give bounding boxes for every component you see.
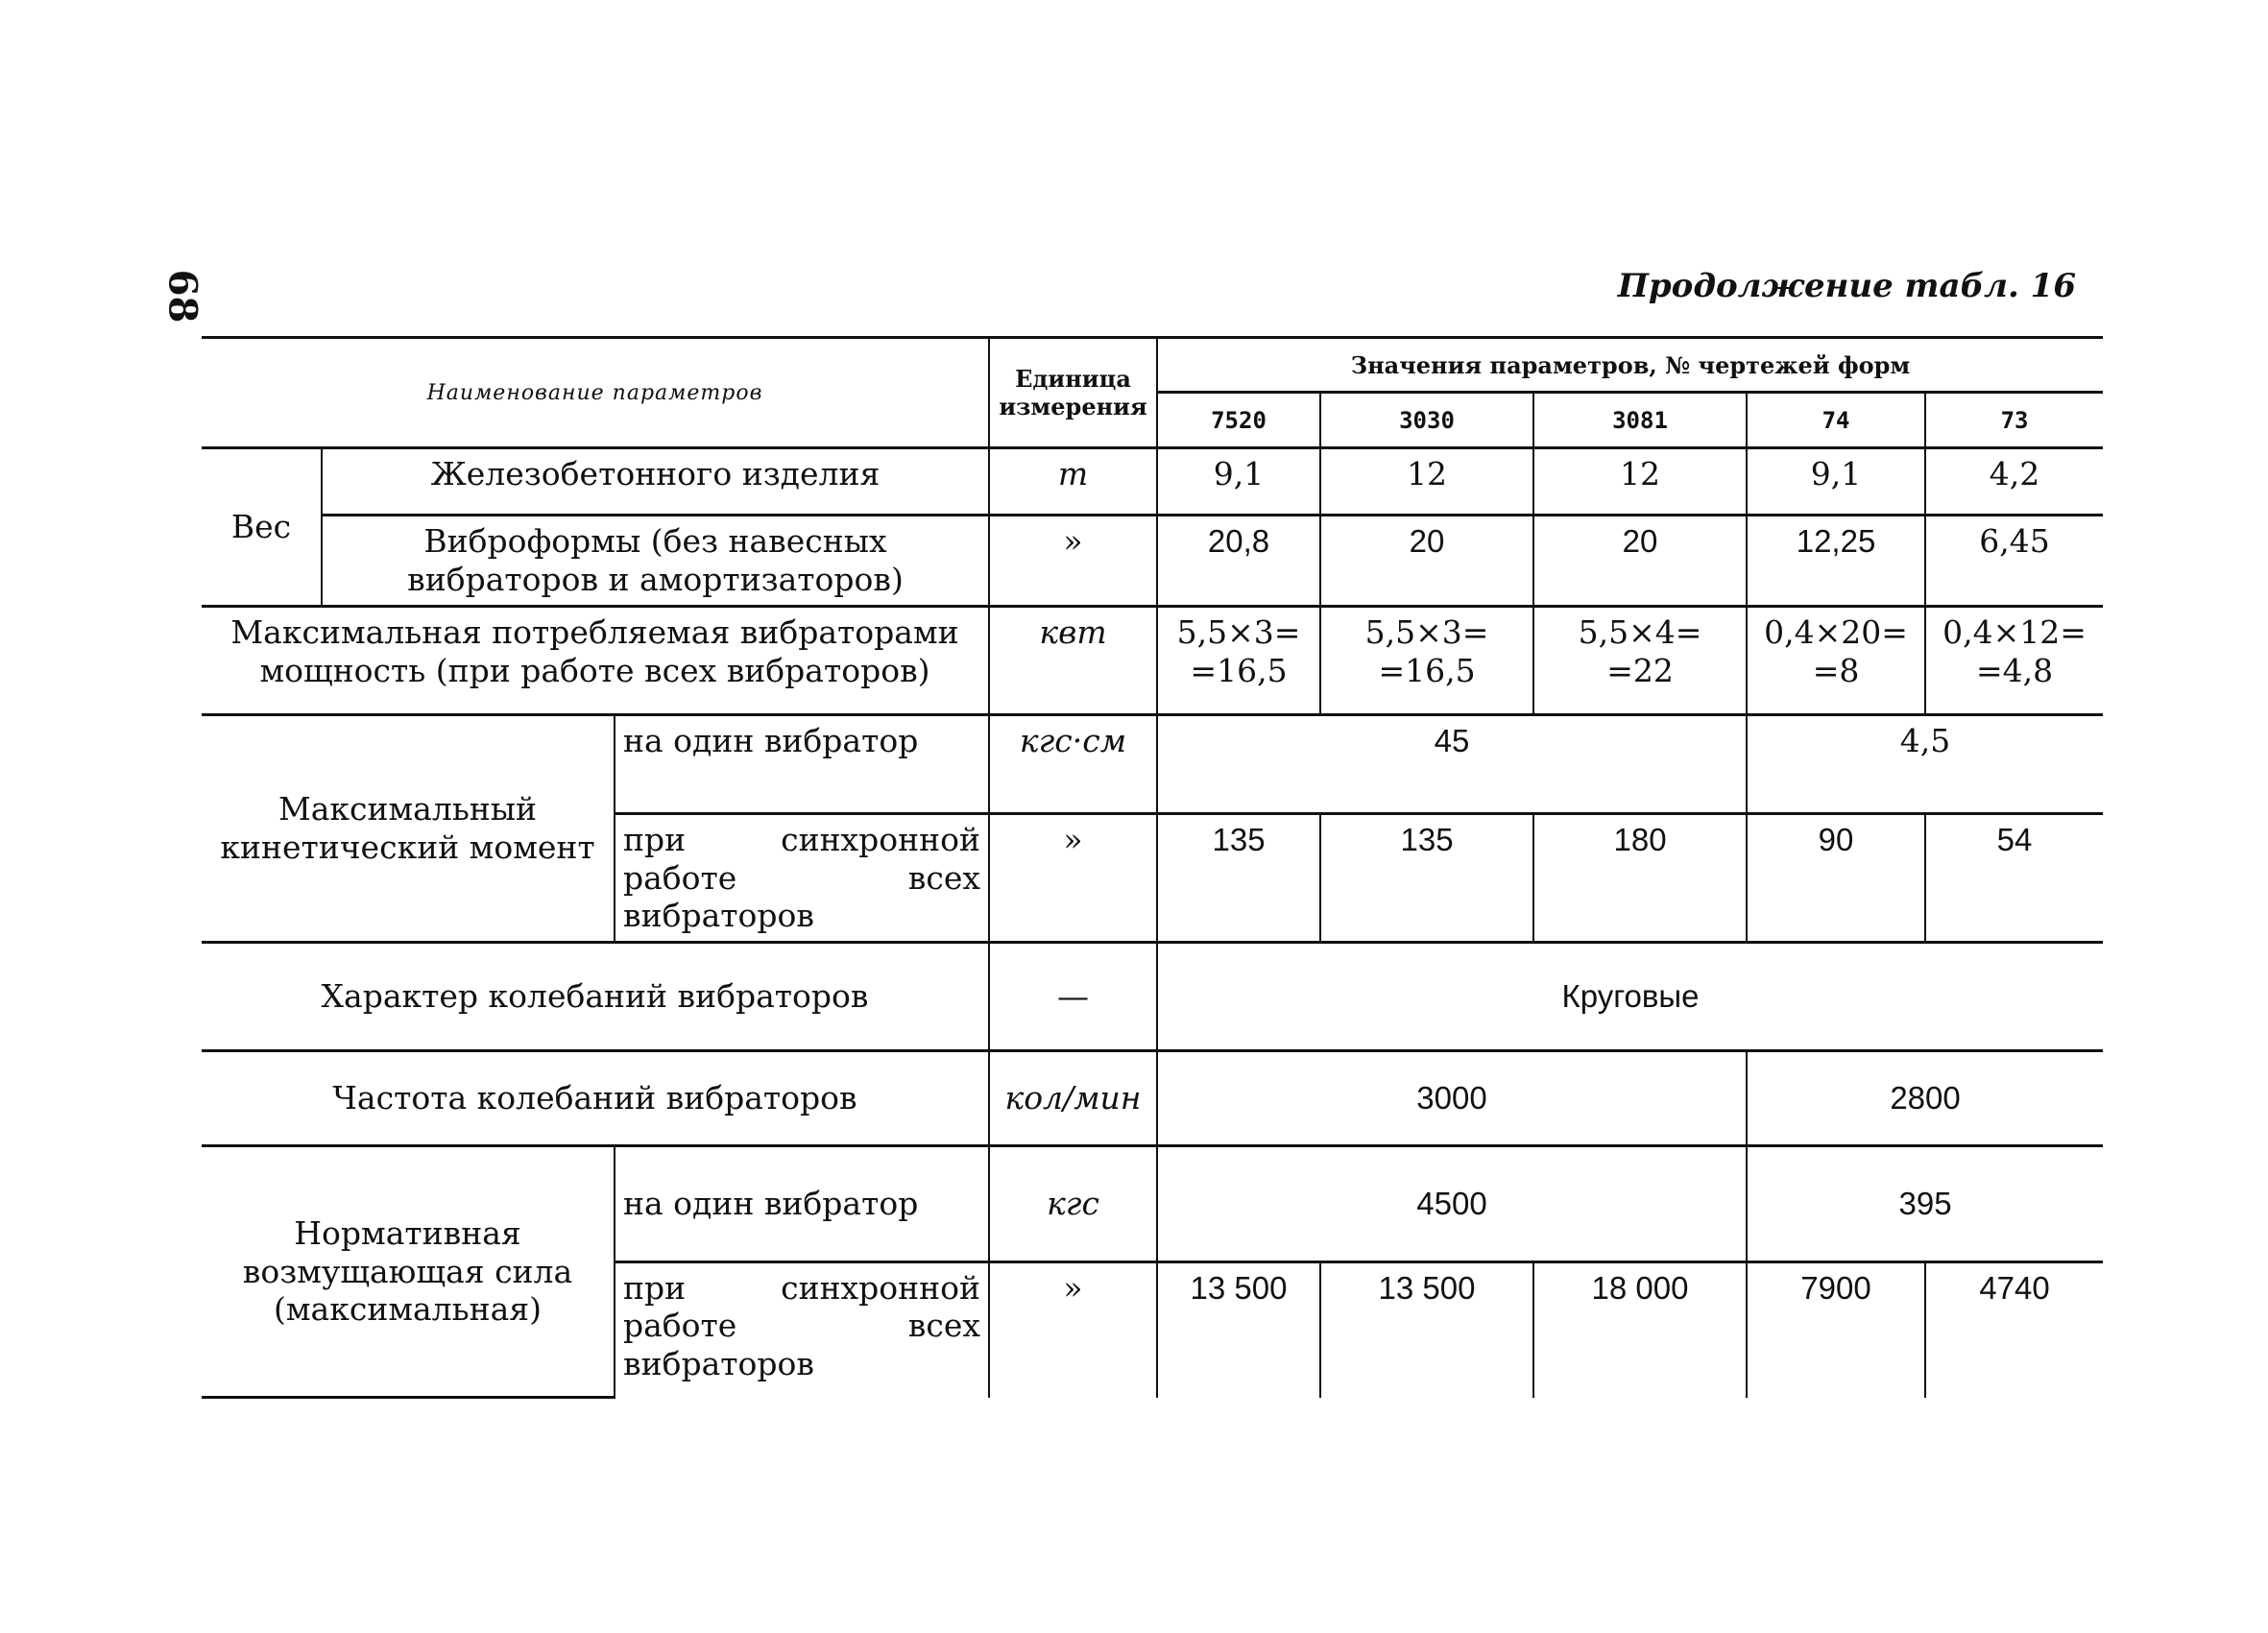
weight-item2-value: 20: [1320, 516, 1533, 607]
kinetic-sub2-value: 54: [1925, 814, 2103, 943]
force-sub1-unit: кгс: [989, 1145, 1157, 1261]
weight-item1-name: Железобетонного изделия: [322, 448, 989, 516]
character-name: Характер колебаний вибраторов: [202, 942, 989, 1050]
weight-item1-value: 4,2: [1925, 448, 2103, 516]
power-name: Максимальная потребляемая вибраторами мощность (при работе всех вибраторов): [202, 607, 989, 715]
power-value: 5,5×3= =16,5: [1157, 607, 1320, 715]
row-force-one: [202, 1145, 2103, 1261]
kinetic-sub2-value: 90: [1747, 814, 1925, 943]
header-unit: Единица измерения: [989, 338, 1157, 448]
row-character: [202, 942, 2103, 1050]
header-col-73: 73: [1925, 393, 2103, 448]
header-col-7520: 7520: [1157, 393, 1320, 448]
page-number: 68: [159, 269, 205, 324]
power-value: 5,5×4= =22: [1533, 607, 1747, 715]
weight-item1-value: 9,1: [1157, 448, 1320, 516]
weight-item2-value: 6,45: [1925, 516, 2103, 607]
parameters-table: [202, 336, 2103, 1399]
header-param-name: Наименование параметров: [202, 338, 989, 448]
header-values: Значения параметров, № чертежей форм: [1157, 338, 2103, 393]
row-kinetic-one: [202, 715, 2103, 814]
header-col-3081: 3081: [1533, 393, 1747, 448]
row-frequency: [202, 1050, 2103, 1145]
weight-item1-unit: т: [989, 448, 1157, 516]
kinetic-sub1-unit: кгс·см: [989, 715, 1157, 814]
weight-item1-value: 12: [1320, 448, 1533, 516]
weight-item1-value: 9,1: [1747, 448, 1925, 516]
kinetic-sub2-value: 135: [1320, 814, 1533, 943]
character-unit: —: [989, 942, 1157, 1050]
force-sub2-name: при синхронной работе всех вибраторов: [615, 1261, 989, 1398]
row-power: [202, 607, 2103, 715]
header-col-3030: 3030: [1320, 393, 1533, 448]
force-sub2-unit: »: [989, 1261, 1157, 1398]
force-sub2-value: 4740: [1925, 1261, 2103, 1398]
weight-item2-value: 20,8: [1157, 516, 1320, 607]
frequency-name: Частота колебаний вибраторов: [202, 1050, 989, 1145]
frequency-value-b: 2800: [1747, 1050, 2103, 1145]
force-sub2-value: 13 500: [1320, 1261, 1533, 1398]
row-weight-item2: [202, 516, 2103, 607]
power-value: 0,4×20= =8: [1747, 607, 1925, 715]
force-sub1-value-b: 395: [1747, 1145, 2103, 1261]
weight-item2-value: 20: [1533, 516, 1747, 607]
kinetic-sub1-value-b: 4,5: [1747, 715, 2103, 814]
row-weight-item1: [202, 448, 2103, 516]
weight-item2-name: Виброформы (без навесных вибраторов и амортизаторов): [322, 516, 989, 607]
power-value: 0,4×12= =4,8: [1925, 607, 2103, 715]
force-sub1-name: на один вибратор: [615, 1145, 989, 1261]
weight-label: Вес: [202, 448, 322, 607]
kinetic-sub2-name: при синхронной работе всех вибраторов: [615, 814, 989, 943]
weight-item2-unit: »: [989, 516, 1157, 607]
kinetic-sub2-value: 135: [1157, 814, 1320, 943]
kinetic-sub2-unit: »: [989, 814, 1157, 943]
force-label: Нормативная возмущающая сила (максимальная): [202, 1145, 615, 1398]
force-sub2-value: 7900: [1747, 1261, 1925, 1398]
character-value: Круговые: [1157, 942, 2103, 1050]
header-col-74: 74: [1747, 393, 1925, 448]
frequency-value-a: 3000: [1157, 1050, 1747, 1145]
force-sub1-value-a: 4500: [1157, 1145, 1747, 1261]
force-sub2-value: 18 000: [1533, 1261, 1747, 1398]
force-sub2-value: 13 500: [1157, 1261, 1320, 1398]
kinetic-sub1-value-a: 45: [1157, 715, 1747, 814]
table-caption: Продолжение табл. 16: [1617, 267, 2076, 305]
power-value: 5,5×3= =16,5: [1320, 607, 1533, 715]
kinetic-label: Максимальный кинетический момент: [202, 715, 615, 943]
frequency-unit: кол/мин: [989, 1050, 1157, 1145]
kinetic-sub1-name: на один вибратор: [615, 715, 989, 814]
header-row-1: [202, 338, 2103, 393]
power-unit: квт: [989, 607, 1157, 715]
weight-item1-value: 12: [1533, 448, 1747, 516]
weight-item2-value: 12,25: [1747, 516, 1925, 607]
kinetic-sub2-value: 180: [1533, 814, 1747, 943]
